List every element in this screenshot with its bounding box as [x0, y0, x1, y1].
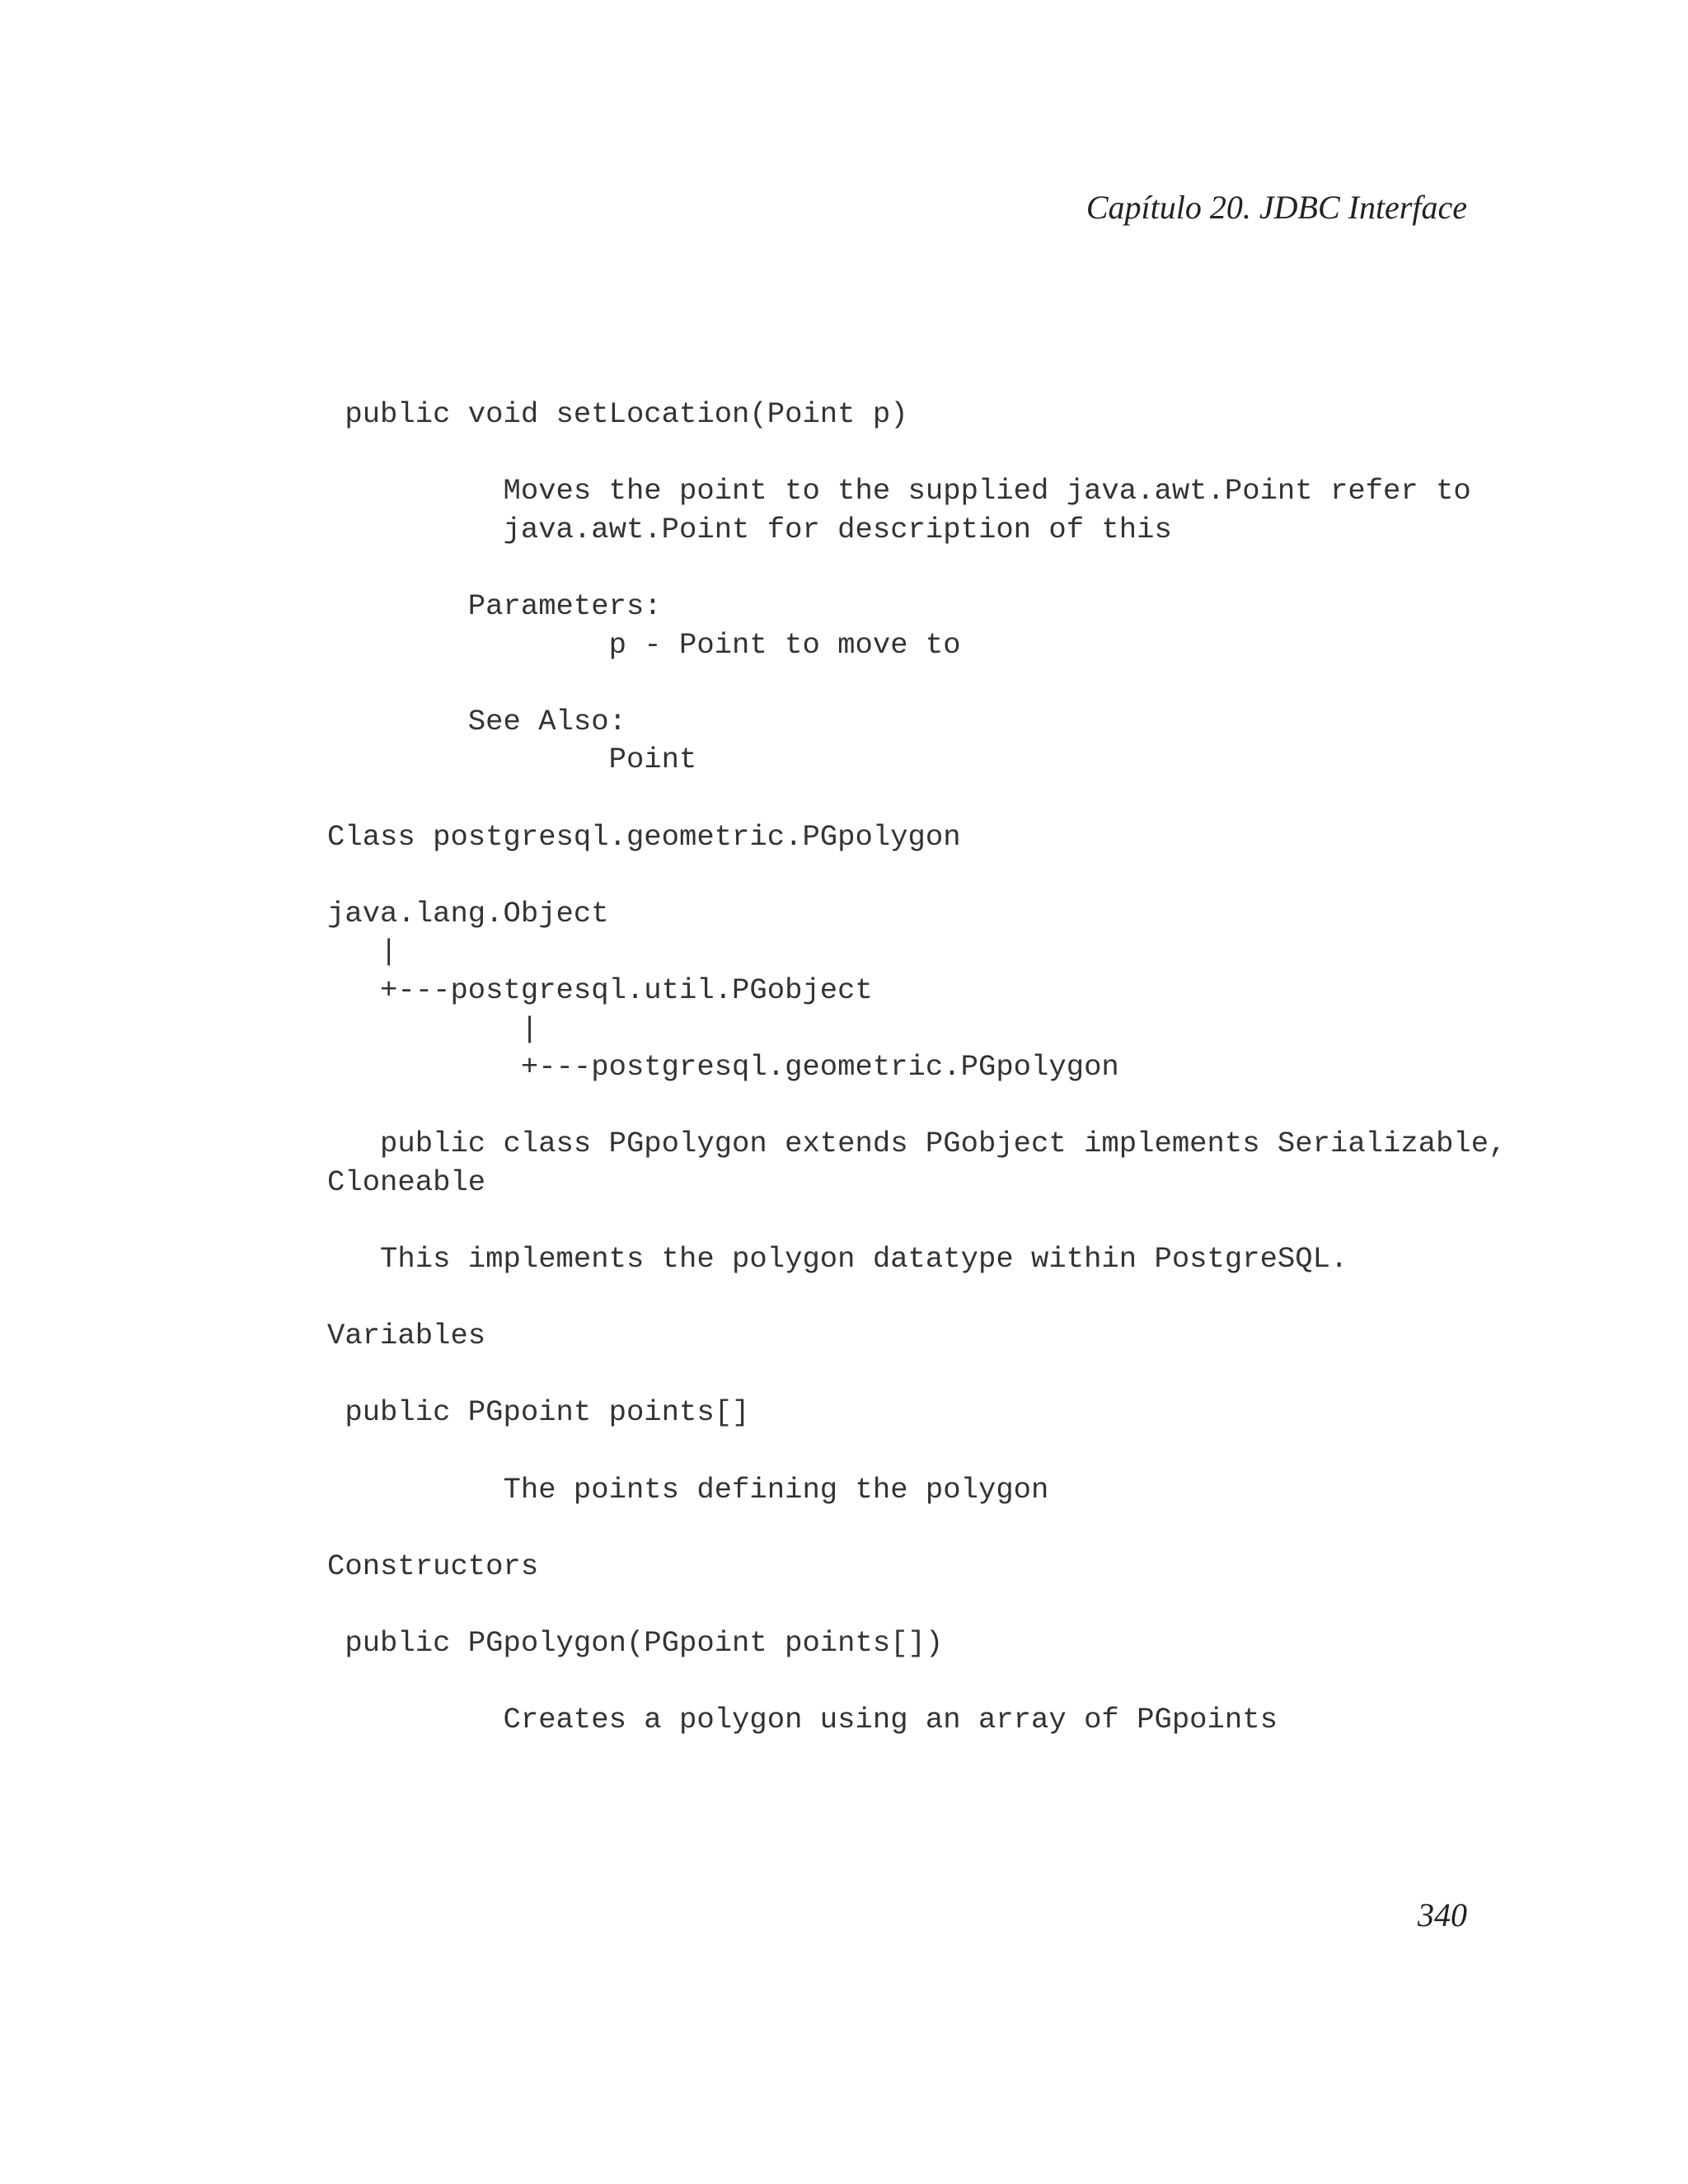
code-line: java.lang.Object — [327, 896, 609, 930]
code-line: | — [327, 1011, 539, 1046]
code-line — [327, 1087, 1506, 1126]
code-line: See Also: — [327, 704, 626, 738]
code-line: Constructors — [327, 1549, 539, 1583]
code-line — [327, 856, 1506, 895]
code-line — [327, 780, 1506, 818]
code-line — [327, 549, 1506, 588]
code-line — [327, 1202, 1506, 1240]
code-line: public PGpolygon(PGpoint points[]) — [327, 1626, 944, 1660]
code-line: Variables — [327, 1319, 486, 1353]
code-line: +---postgresql.util.PGobject — [327, 972, 873, 1007]
code-line — [327, 1356, 1506, 1394]
code-line: Parameters: — [327, 588, 662, 623]
code-line: public class PGpolygon extends PGobject implements Serializable, — [327, 1127, 1507, 1161]
code-line: Class postgresql.geometric.PGpolygon — [327, 819, 961, 854]
code-line: p - Point to move to — [327, 627, 961, 662]
code-line — [327, 434, 1506, 473]
code-line: +---postgresql.geometric.PGpolygon — [327, 1050, 1119, 1085]
code-line — [327, 1663, 1506, 1702]
page-number: 340 — [1418, 1896, 1467, 1933]
code-line — [327, 1586, 1506, 1624]
code-line — [327, 664, 1506, 703]
code-line: Point — [327, 743, 697, 777]
code-line: java.awt.Point for description of this — [327, 512, 1172, 546]
code-line: | — [327, 935, 398, 969]
code-line — [327, 1509, 1506, 1548]
code-line: Creates a polygon using an array of PGpoints — [327, 1703, 1278, 1737]
code-line: Cloneable — [327, 1165, 486, 1199]
code-line: Moves the point to the supplied java.awt.Point refer to — [327, 474, 1471, 509]
code-line: public void setLocation(Point p) — [327, 397, 908, 431]
code-line: The points defining the polygon — [327, 1472, 1049, 1507]
code-line: public PGpoint points[] — [327, 1395, 750, 1430]
chapter-header: Capítulo 20. JDBC Interface — [1085, 189, 1467, 226]
code-line: This implements the polygon datatype within PostgreSQL. — [327, 1242, 1348, 1277]
code-line — [327, 1279, 1506, 1318]
code-block — [327, 396, 1506, 1740]
code-line — [327, 1432, 1506, 1471]
